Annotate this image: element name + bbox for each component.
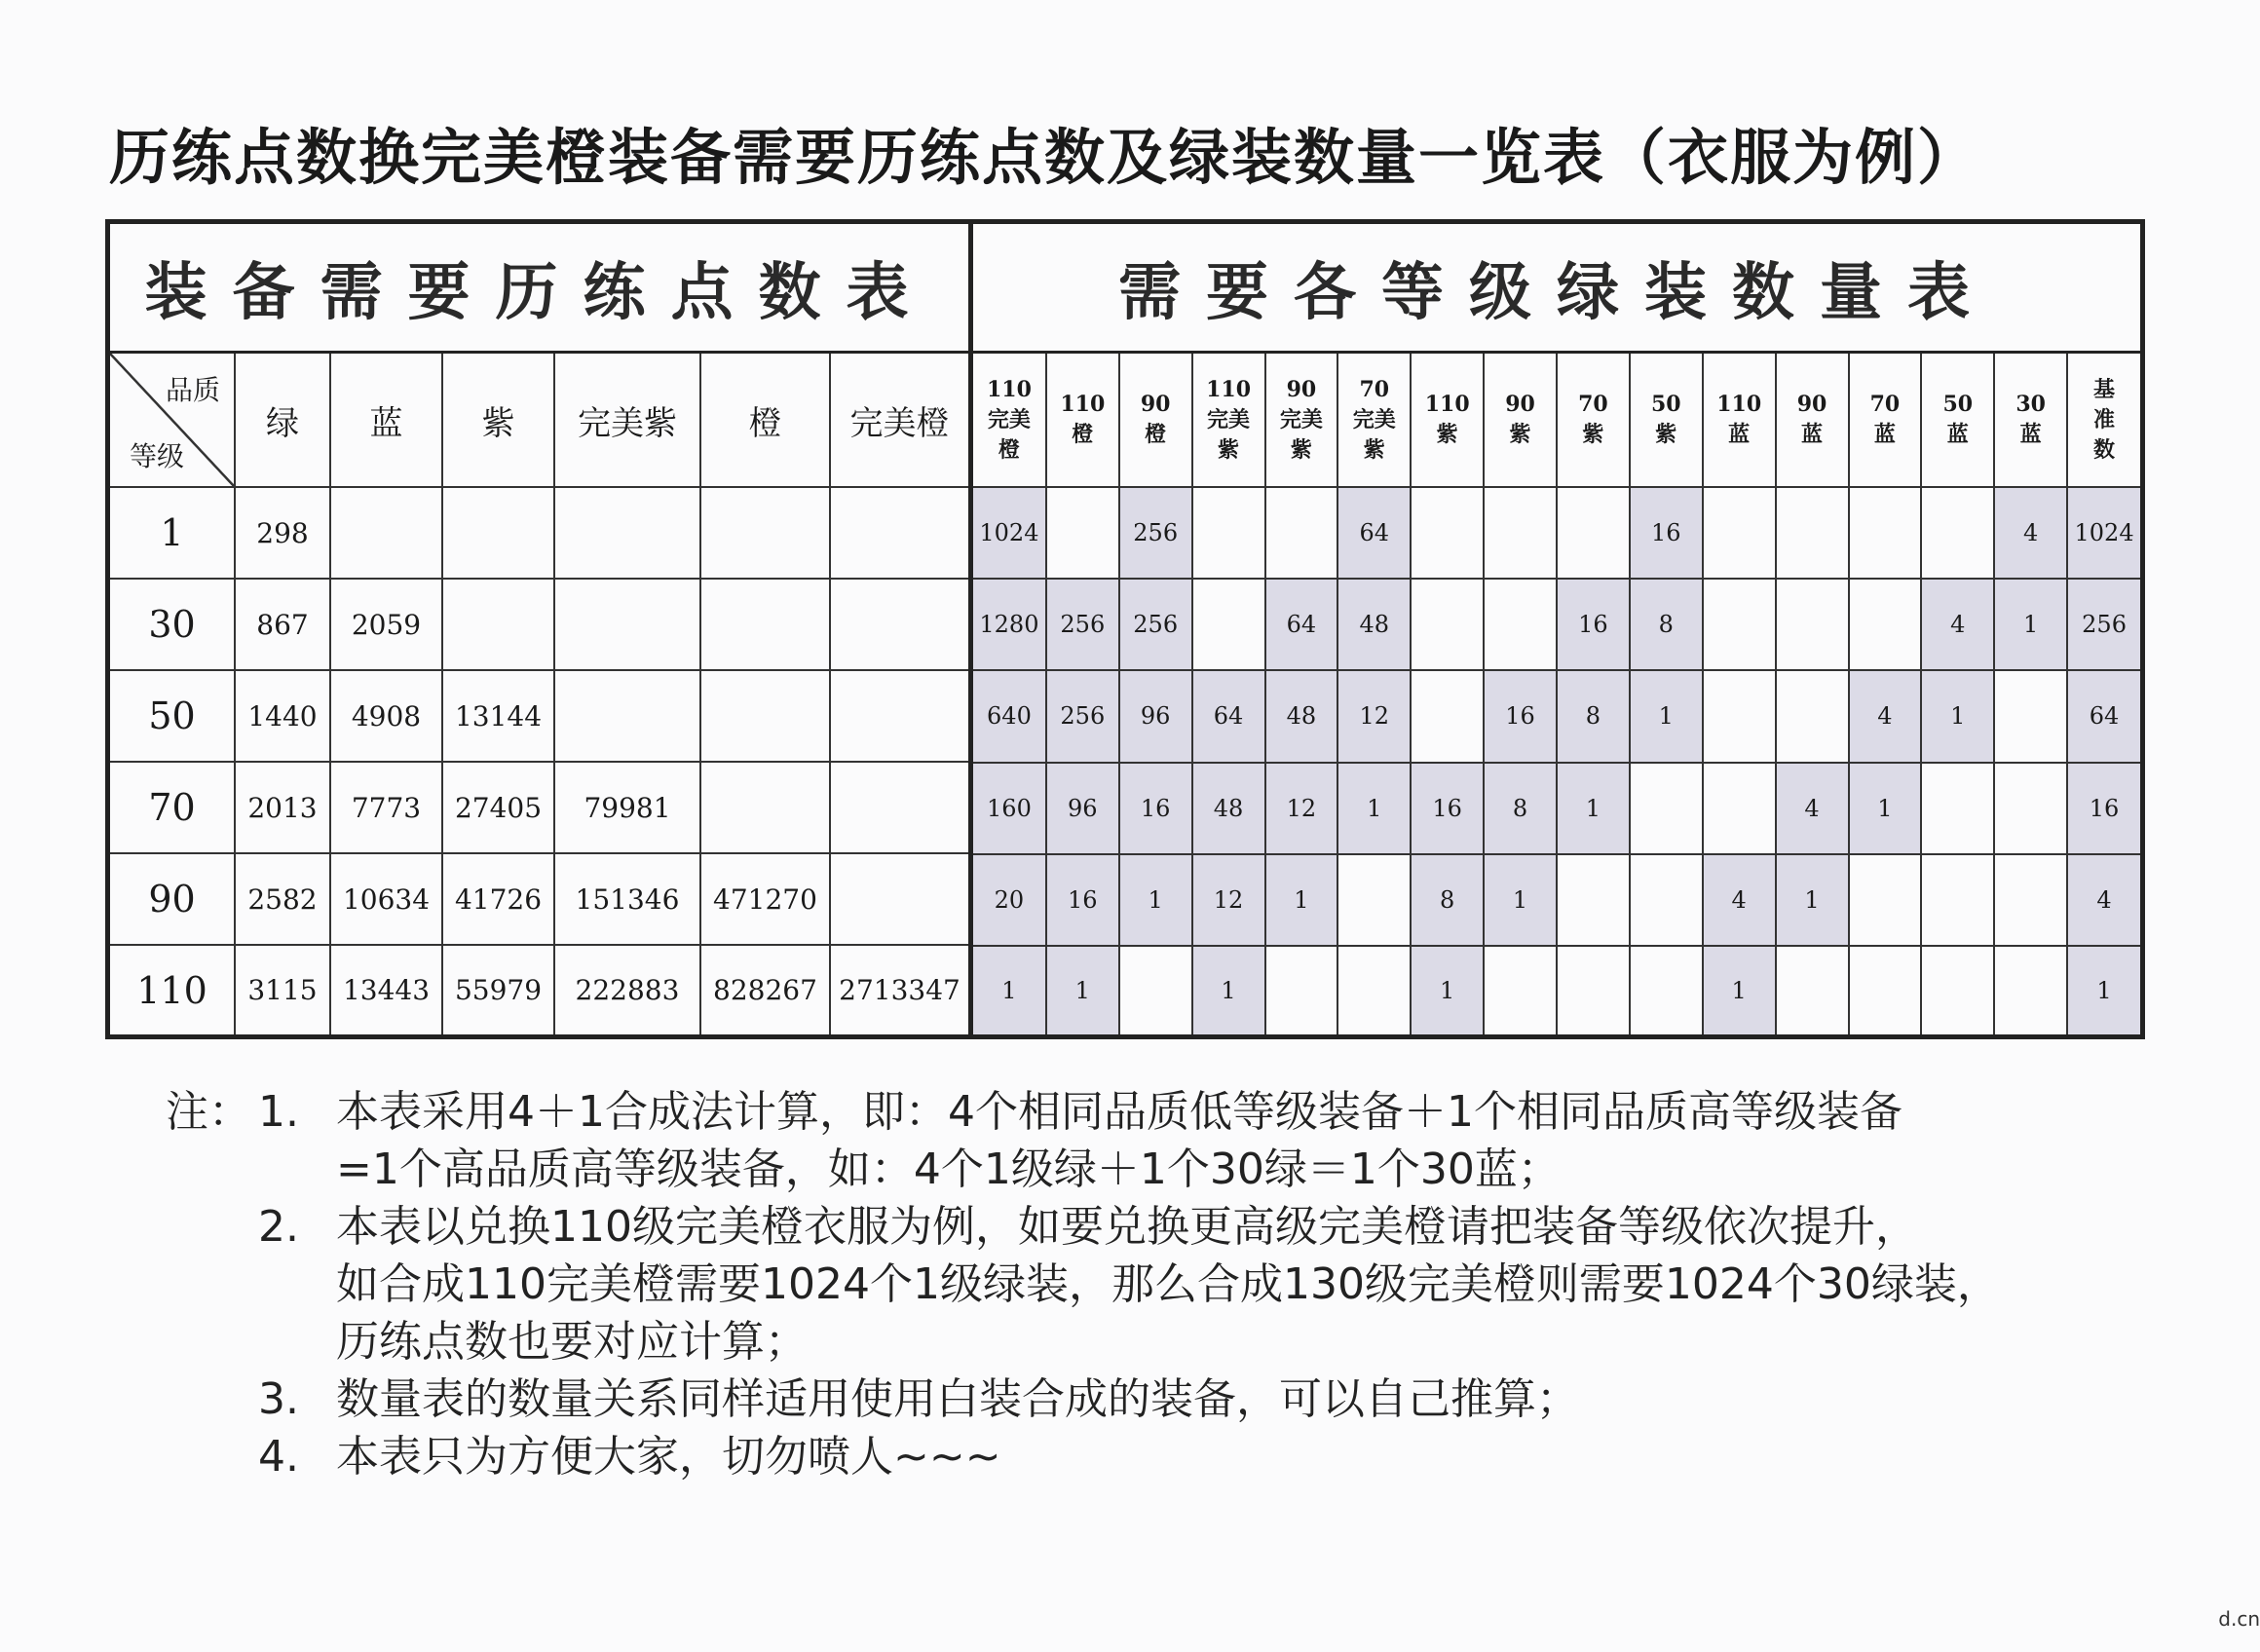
- quantity-cell: [1119, 946, 1192, 1034]
- points-table-header-row: [110, 354, 968, 487]
- quantity-cell: 1: [1703, 946, 1776, 1034]
- quantity-cell: 256: [1046, 670, 1119, 762]
- quantity-cell: 16: [1630, 487, 1703, 579]
- quantity-cell: 4: [1703, 854, 1776, 946]
- points-cell: [700, 487, 830, 579]
- header-line: 蓝: [1946, 422, 1969, 447]
- quantity-table-row: [973, 487, 2140, 579]
- quantity-table: [973, 354, 2140, 1034]
- quality-header: 橙: [700, 354, 830, 487]
- quantity-cell: [1265, 487, 1338, 579]
- quantity-cell: [1776, 670, 1849, 762]
- quantity-cell: 16: [1484, 670, 1557, 762]
- quantity-cell: [1557, 487, 1630, 579]
- points-cell: [700, 670, 830, 762]
- points-cell: 4908: [330, 670, 442, 762]
- quantity-cell: 1: [1192, 946, 1265, 1034]
- quantity-cell: [1484, 946, 1557, 1034]
- points-cell: 41726: [442, 853, 554, 945]
- quality-header: 绿: [235, 354, 330, 487]
- quantity-cell: [1192, 487, 1265, 579]
- exchange-table-sheet: [105, 219, 2145, 1039]
- quantity-cell: 640: [973, 670, 1046, 762]
- quantity-cell: 1: [1630, 670, 1703, 762]
- level-cell: 70: [110, 762, 235, 853]
- note-prefix: [166, 1428, 258, 1485]
- quantity-table-row: [973, 763, 2140, 854]
- quantity-cell: 160: [973, 763, 1046, 854]
- header-line: 90: [1286, 376, 1317, 402]
- quantity-cell: 1: [1411, 946, 1484, 1034]
- header-line: 110: [1206, 376, 1252, 402]
- corner-header-cell: [110, 354, 235, 487]
- quantity-cell: [1484, 579, 1557, 670]
- header-line: 完美: [1207, 406, 1251, 432]
- quantity-table-row: [973, 946, 2140, 1034]
- quantity-cell: 8: [1630, 579, 1703, 670]
- quantity-cell: 4: [1921, 579, 1994, 670]
- quantity-cell: 256: [1119, 579, 1192, 670]
- points-cell: [330, 487, 442, 579]
- equipment-tier-header: [1046, 354, 1119, 487]
- quantity-table-section: [973, 224, 2140, 1034]
- points-cell: 13144: [442, 670, 554, 762]
- header-line: 30: [2015, 392, 2046, 417]
- header-line: 110: [986, 376, 1032, 402]
- note-number: 2.: [258, 1202, 299, 1252]
- quantity-cell: 1: [1921, 670, 1994, 762]
- level-cell: 90: [110, 853, 235, 945]
- quantity-cell: 48: [1192, 763, 1265, 854]
- quantity-cell: [1921, 763, 1994, 854]
- quantity-cell: [1411, 487, 1484, 579]
- quantity-cell: [1192, 579, 1265, 670]
- header-line: 90: [1505, 392, 1535, 417]
- header-line: 完美: [987, 406, 1031, 432]
- quantity-cell: 20: [973, 854, 1046, 946]
- points-cell: 13443: [330, 945, 442, 1034]
- quantity-cell: [1411, 579, 1484, 670]
- header-line: 110: [1424, 392, 1470, 417]
- quantity-cell: 1024: [2067, 487, 2140, 579]
- quantity-cell: 64: [1265, 579, 1338, 670]
- note-prefix: [166, 1370, 258, 1428]
- header-line: 70: [1869, 392, 1901, 417]
- note-text: 如合成110完美橙需要1024个1级绿装，那么合成130级完美橙则需要1024个30绿装，: [336, 1259, 2000, 1309]
- equipment-tier-header: [1703, 354, 1776, 487]
- quantity-cell: 1: [1994, 579, 2067, 670]
- quantity-cell: 64: [1192, 670, 1265, 762]
- quantity-cell: 16: [2067, 763, 2140, 854]
- quantity-cell: [1703, 487, 1776, 579]
- quantity-cell: 1: [1119, 854, 1192, 946]
- corner-quality-label: 品质: [165, 374, 220, 406]
- quantity-cell: [1849, 946, 1922, 1034]
- header-line: 橙: [1145, 422, 1167, 447]
- quantity-table-header-row: [973, 354, 2140, 487]
- equipment-tier-header: [973, 354, 1046, 487]
- header-line: 准: [2093, 406, 2116, 432]
- points-cell: 3115: [235, 945, 330, 1034]
- header-line: 完美: [1279, 406, 1323, 432]
- page-title: 历练点数换完美橙装备需要历练点数及绿装数量一览表（衣服为例）: [109, 122, 1980, 193]
- quantity-cell: 16: [1557, 579, 1630, 670]
- points-cell: [442, 487, 554, 579]
- equipment-tier-header: [1484, 354, 1557, 487]
- points-table-row: [110, 670, 968, 762]
- points-cell: [830, 762, 968, 853]
- quantity-cell: 8: [1411, 854, 1484, 946]
- equipment-tier-header: [1411, 354, 1484, 487]
- level-cell: 30: [110, 579, 235, 670]
- points-cell: [700, 579, 830, 670]
- points-cell: 222883: [554, 945, 700, 1034]
- quantity-cell: [1630, 763, 1703, 854]
- quantity-cell: 12: [1337, 670, 1411, 762]
- equipment-tier-header: [1849, 354, 1922, 487]
- quantity-cell: [1776, 579, 1849, 670]
- equipment-tier-header: [1337, 354, 1411, 487]
- note-number: 4.: [258, 1432, 299, 1482]
- quantity-cell: 256: [2067, 579, 2140, 670]
- note-text: 本表以兑换110级完美橙衣服为例，如要兑换更高级完美橙请把装备等级依次提升，: [336, 1202, 1918, 1252]
- note-text: =1个高品质高等级装备，如：4个1级绿＋1个30绿＝1个30蓝；: [336, 1145, 1561, 1194]
- points-cell: 79981: [554, 762, 700, 853]
- quantity-cell: 4: [1776, 763, 1849, 854]
- points-table-row: [110, 945, 968, 1034]
- quantity-cell: [1557, 946, 1630, 1034]
- quantity-cell: [1703, 670, 1776, 762]
- points-cell: 10634: [330, 853, 442, 945]
- points-cell: 2713347: [830, 945, 968, 1034]
- header-line: 90: [1796, 392, 1827, 417]
- quantity-cell: [1411, 670, 1484, 762]
- quantity-table-row: [973, 854, 2140, 946]
- quantity-cell: 48: [1265, 670, 1338, 762]
- points-cell: 2582: [235, 853, 330, 945]
- quality-header: 完美橙: [830, 354, 968, 487]
- header-line: 90: [1140, 392, 1171, 417]
- note-text: 本表采用4＋1合成法计算，即：4个相同品质低等级装备＋1个相同品质高等级装备: [336, 1087, 1902, 1137]
- quantity-cell: 1: [1776, 854, 1849, 946]
- note-item: [166, 1370, 2000, 1428]
- header-line: 紫: [1436, 422, 1458, 447]
- points-cell: 2059: [330, 579, 442, 670]
- quantity-cell: 96: [1046, 763, 1119, 854]
- quantity-cell: 8: [1484, 763, 1557, 854]
- points-table-row: [110, 579, 968, 670]
- quantity-cell: [1994, 670, 2067, 762]
- quantity-cell: 16: [1046, 854, 1119, 946]
- note-item: [166, 1198, 2000, 1256]
- equipment-tier-header: [2067, 354, 2140, 487]
- points-table-row: [110, 853, 968, 945]
- points-cell: 151346: [554, 853, 700, 945]
- note-text: 本表只为方便大家，切勿喷人~~~: [336, 1432, 1001, 1482]
- quantity-cell: [1776, 487, 1849, 579]
- header-line: 紫: [1509, 422, 1531, 447]
- header-line: 橙: [998, 436, 1020, 463]
- equipment-tier-header: [1119, 354, 1192, 487]
- points-table-row: [110, 762, 968, 853]
- quantity-cell: [1484, 487, 1557, 579]
- equipment-tier-header: [1994, 354, 2067, 487]
- quantity-cell: [1921, 487, 1994, 579]
- equipment-tier-header: [1265, 354, 1338, 487]
- quantity-cell: 12: [1192, 854, 1265, 946]
- quantity-cell: [1046, 487, 1119, 579]
- header-line: 紫: [1218, 436, 1240, 463]
- quantity-table-title: 需要各等级绿装数量表: [973, 224, 2140, 354]
- level-cell: 1: [110, 487, 235, 579]
- quantity-cell: 48: [1337, 579, 1411, 670]
- quantity-cell: [1994, 946, 2067, 1034]
- note-item: [166, 1083, 2000, 1141]
- header-line: 蓝: [1801, 422, 1824, 447]
- points-cell: 55979: [442, 945, 554, 1034]
- quantity-cell: [1849, 487, 1922, 579]
- header-line: 紫: [1290, 436, 1312, 463]
- quantity-cell: 1: [1265, 854, 1338, 946]
- quantity-cell: [1994, 854, 2067, 946]
- header-line: 蓝: [1873, 422, 1896, 447]
- points-cell: [554, 670, 700, 762]
- points-cell: 828267: [700, 945, 830, 1034]
- quality-header: 紫: [442, 354, 554, 487]
- points-cell: [554, 579, 700, 670]
- header-line: 110: [1716, 392, 1762, 417]
- quantity-cell: [1776, 946, 1849, 1034]
- header-line: 紫: [1655, 422, 1677, 447]
- quantity-cell: [1630, 946, 1703, 1034]
- level-cell: 50: [110, 670, 235, 762]
- points-cell: 7773: [330, 762, 442, 853]
- note-text: 数量表的数量关系同样适用使用白装合成的装备，可以自己推算；: [336, 1374, 1579, 1424]
- quantity-cell: 1: [2067, 946, 2140, 1034]
- points-cell: 471270: [700, 853, 830, 945]
- header-line: 数: [2093, 436, 2116, 463]
- points-cell: [442, 579, 554, 670]
- header-line: 基: [2093, 376, 2116, 402]
- corner-level-label: 等级: [130, 440, 185, 472]
- quantity-cell: [1703, 579, 1776, 670]
- points-cell: [830, 487, 968, 579]
- quantity-cell: 4: [1994, 487, 2067, 579]
- quantity-cell: [1703, 763, 1776, 854]
- points-table-section: [110, 224, 973, 1034]
- points-cell: [830, 579, 968, 670]
- notes-section: [166, 1083, 2000, 1485]
- quantity-cell: [1849, 854, 1922, 946]
- watermark: d.cn: [2218, 1607, 2260, 1631]
- header-line: 完美: [1352, 406, 1396, 432]
- quantity-cell: [1337, 854, 1411, 946]
- header-line: 橙: [1072, 422, 1094, 447]
- header-line: 70: [1359, 376, 1390, 402]
- equipment-tier-header: [1776, 354, 1849, 487]
- points-cell: [554, 487, 700, 579]
- header-line: 紫: [1363, 436, 1385, 463]
- note-number: 1.: [258, 1087, 299, 1137]
- header-line: 紫: [1582, 422, 1604, 447]
- note-number: 3.: [258, 1374, 299, 1424]
- equipment-tier-header: [1557, 354, 1630, 487]
- quantity-cell: 256: [1119, 487, 1192, 579]
- quantity-cell: 96: [1119, 670, 1192, 762]
- equipment-tier-header: [1630, 354, 1703, 487]
- quantity-cell: 1: [1484, 854, 1557, 946]
- equipment-tier-header: [1921, 354, 1994, 487]
- equipment-tier-header: [1192, 354, 1265, 487]
- quantity-cell: 16: [1119, 763, 1192, 854]
- note-item: [166, 1428, 2000, 1485]
- quantity-cell: 256: [1046, 579, 1119, 670]
- points-cell: [700, 762, 830, 853]
- quantity-cell: 1: [1046, 946, 1119, 1034]
- header-line: 蓝: [1728, 422, 1751, 447]
- quantity-cell: 1: [973, 946, 1046, 1034]
- quantity-cell: 4: [2067, 854, 2140, 946]
- points-cell: [830, 670, 968, 762]
- header-line: 110: [1060, 392, 1106, 417]
- quantity-cell: 64: [1337, 487, 1411, 579]
- quantity-cell: 1280: [973, 579, 1046, 670]
- points-cell: 1440: [235, 670, 330, 762]
- points-cell: 867: [235, 579, 330, 670]
- points-cell: 298: [235, 487, 330, 579]
- points-cell: 2013: [235, 762, 330, 853]
- header-line: 50: [1942, 392, 1974, 417]
- quantity-cell: 1: [1337, 763, 1411, 854]
- quantity-cell: 1: [1849, 763, 1922, 854]
- header-line: 70: [1578, 392, 1608, 417]
- level-cell: 110: [110, 945, 235, 1034]
- quantity-cell: 4: [1849, 670, 1922, 762]
- quantity-cell: 1024: [973, 487, 1046, 579]
- quality-header: 蓝: [330, 354, 442, 487]
- quantity-table-row: [973, 579, 2140, 670]
- header-line: 50: [1651, 392, 1681, 417]
- quantity-cell: [1849, 579, 1922, 670]
- quantity-cell: [1630, 854, 1703, 946]
- note-prefix: 注：: [166, 1087, 251, 1137]
- quantity-cell: [1921, 854, 1994, 946]
- quantity-cell: [1265, 946, 1338, 1034]
- quantity-cell: 16: [1411, 763, 1484, 854]
- points-cell: [830, 853, 968, 945]
- points-table: [110, 354, 968, 1034]
- quantity-cell: [1921, 946, 1994, 1034]
- quality-header: 完美紫: [554, 354, 700, 487]
- quantity-cell: [1557, 854, 1630, 946]
- note-prefix: [166, 1198, 258, 1256]
- quantity-cell: 8: [1557, 670, 1630, 762]
- quantity-cell: 64: [2067, 670, 2140, 762]
- points-table-row: [110, 487, 968, 579]
- points-cell: 27405: [442, 762, 554, 853]
- header-line: 蓝: [2019, 422, 2042, 447]
- quantity-cell: [1337, 946, 1411, 1034]
- quantity-cell: [1994, 763, 2067, 854]
- quantity-cell: 12: [1265, 763, 1338, 854]
- quantity-cell: 1: [1557, 763, 1630, 854]
- quantity-table-row: [973, 670, 2140, 762]
- note-text: 历练点数也要对应计算；: [336, 1317, 808, 1367]
- points-table-title: 装备需要历练点数表: [110, 224, 968, 354]
